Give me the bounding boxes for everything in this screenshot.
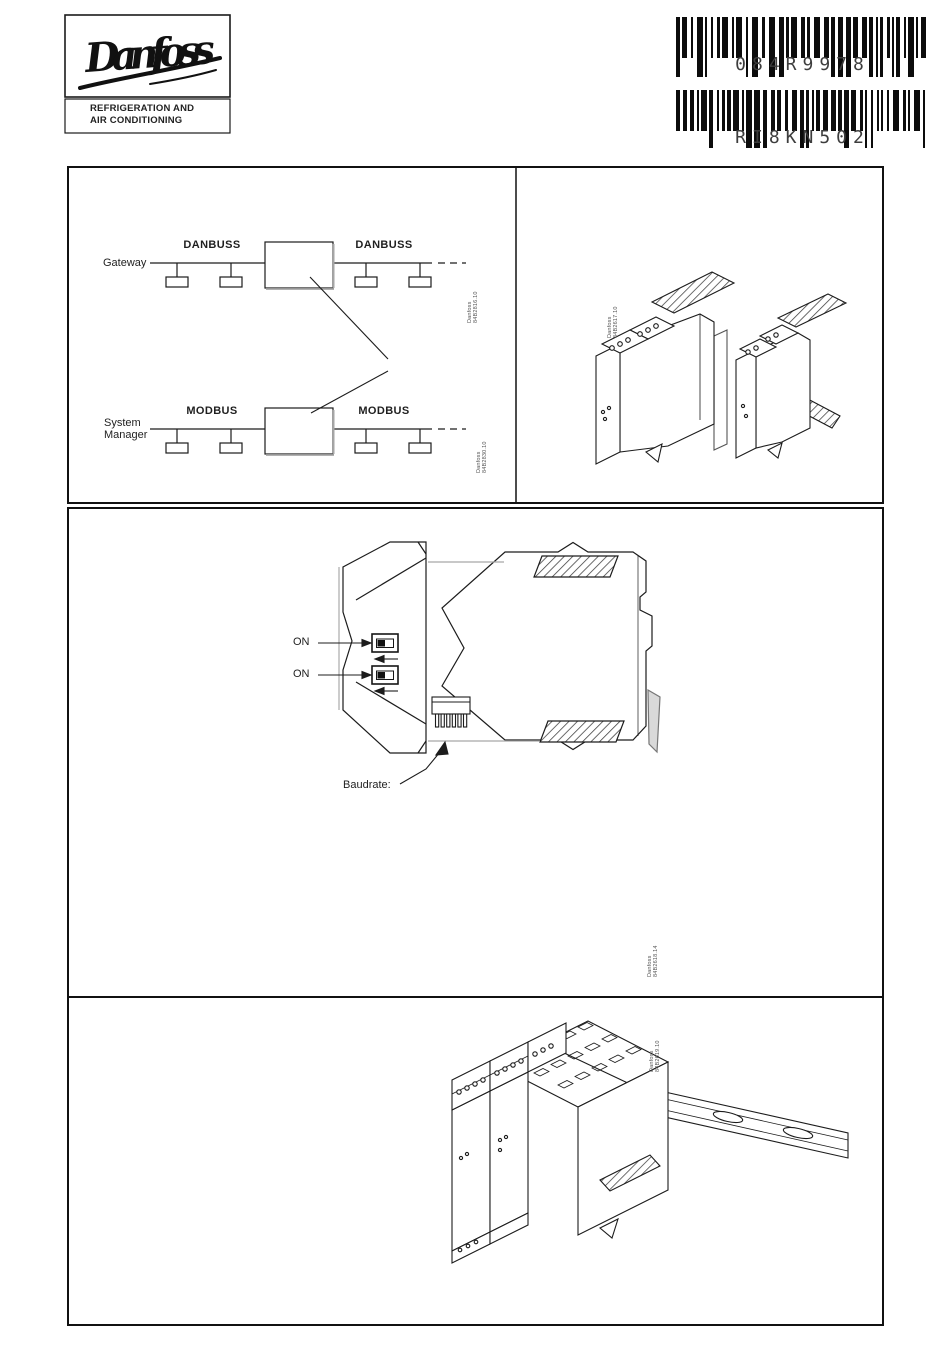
gateway-modules-isometric [596, 272, 846, 464]
barcode-lower-value: RI8KN502 [735, 127, 870, 148]
drawing-number: Danfoss 84B2618.14 [647, 945, 659, 977]
drawing-number: Danfoss 84B2617.10 [607, 306, 619, 338]
drawing-number: Danfoss 84B2619.10 [649, 1040, 661, 1072]
dip-switch-1 [372, 634, 398, 652]
danbuss-label-left: DANBUSS [183, 239, 241, 251]
gateway-converter-box [265, 242, 333, 288]
gateway-converter-box [265, 408, 333, 454]
diagram-pointer-lines [310, 277, 388, 413]
on-label-2: ON [293, 668, 310, 680]
danfoss-logo: Danfoss [83, 26, 217, 82]
modbus-label-right: MODBUS [358, 405, 410, 417]
on-label-1: ON [293, 636, 310, 648]
mounted-modules-isometric [452, 1021, 668, 1263]
baudrate-label: Baudrate: [343, 779, 391, 791]
din-rail [656, 1090, 848, 1158]
danbuss-label-right: DANBUSS [355, 239, 413, 251]
modbus-label-left: MODBUS [186, 405, 238, 417]
dip-switch-2 [372, 666, 398, 684]
barcode-upper-value: 084R9978 [735, 54, 870, 75]
gateway-label: Gateway [103, 257, 147, 269]
baudrate-dip-block [432, 697, 470, 727]
system-manager-label: System Manager [104, 417, 148, 441]
drawing-number: Danfoss 84B2830.10 [476, 441, 488, 473]
logo-subtitle: REFRIGERATION AND AIR CONDITIONING [90, 103, 195, 126]
drawing-number: Danfoss 84B2816.10 [467, 291, 479, 323]
